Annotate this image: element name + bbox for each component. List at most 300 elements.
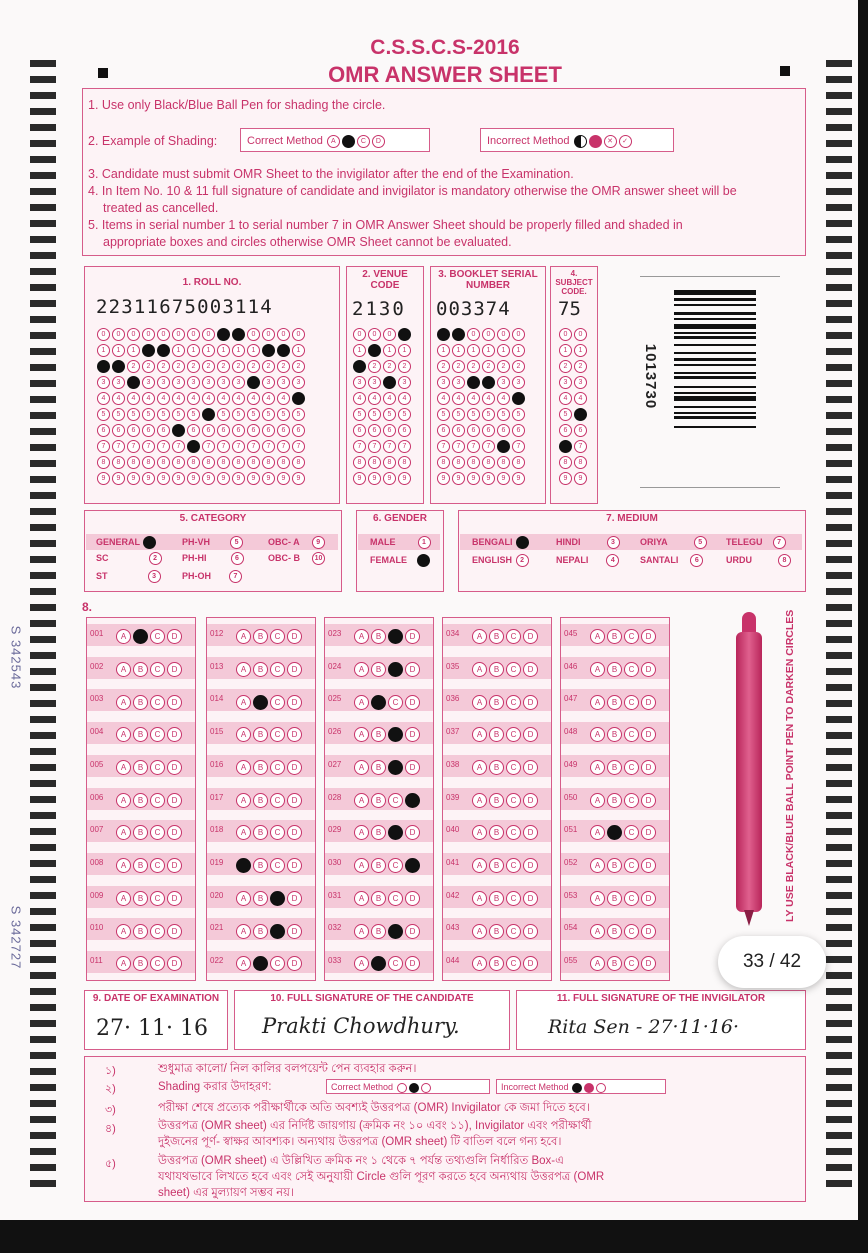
answer-bubble-d[interactable]: D xyxy=(287,825,302,840)
answer-bubble-d[interactable]: D xyxy=(405,891,420,906)
answer-bubble-d[interactable]: D xyxy=(167,793,182,808)
digit-bubble[interactable]: 1 xyxy=(202,344,215,357)
digit-bubble[interactable]: 0 xyxy=(97,328,110,341)
digit-bubble[interactable]: 7 xyxy=(262,440,275,453)
digit-bubble[interactable]: 0 xyxy=(277,328,290,341)
digit-bubble[interactable]: 1 xyxy=(292,344,305,357)
answer-bubble-d[interactable]: D xyxy=(405,956,420,971)
digit-bubble[interactable]: 9 xyxy=(142,472,155,485)
answer-bubble-d[interactable]: D xyxy=(523,727,538,742)
answer-bubble-c[interactable] xyxy=(388,662,403,677)
answer-bubble-a[interactable]: A xyxy=(116,727,131,742)
digit-bubble[interactable]: 6 xyxy=(232,424,245,437)
digit-bubble[interactable]: 4 xyxy=(277,392,290,405)
answer-bubble-a[interactable]: A xyxy=(354,727,369,742)
digit-bubble[interactable]: 6 xyxy=(383,424,396,437)
digit-bubble[interactable]: 2 xyxy=(157,360,170,373)
digit-bubble[interactable]: 0 xyxy=(368,328,381,341)
digit-bubble[interactable] xyxy=(277,344,290,357)
digit-bubble[interactable]: 6 xyxy=(437,424,450,437)
digit-bubble[interactable]: 8 xyxy=(559,456,572,469)
answer-bubble-b[interactable]: B xyxy=(371,825,386,840)
answer-bubble-d[interactable]: D xyxy=(287,858,302,873)
answer-bubble-c[interactable]: C xyxy=(506,825,521,840)
digit-bubble[interactable]: 2 xyxy=(368,360,381,373)
digit-bubble[interactable]: 6 xyxy=(559,424,572,437)
answer-bubble-a[interactable]: A xyxy=(236,760,251,775)
answer-bubble-c[interactable]: C xyxy=(388,858,403,873)
digit-bubble[interactable]: 1 xyxy=(97,344,110,357)
digit-bubble[interactable]: 0 xyxy=(202,328,215,341)
digit-bubble[interactable]: 4 xyxy=(202,392,215,405)
answer-bubble-d[interactable]: D xyxy=(641,891,656,906)
digit-bubble[interactable]: 9 xyxy=(232,472,245,485)
answer-bubble-d[interactable]: D xyxy=(641,825,656,840)
digit-bubble[interactable]: 5 xyxy=(187,408,200,421)
digit-bubble[interactable]: 2 xyxy=(247,360,260,373)
digit-bubble[interactable]: 0 xyxy=(467,328,480,341)
digit-bubble[interactable]: 4 xyxy=(112,392,125,405)
answer-bubble-d[interactable] xyxy=(405,858,420,873)
digit-bubble[interactable]: 6 xyxy=(202,424,215,437)
digit-bubble[interactable]: 6 xyxy=(97,424,110,437)
answer-bubble-d[interactable]: D xyxy=(641,727,656,742)
answer-bubble-b[interactable]: B xyxy=(133,825,148,840)
digit-bubble[interactable]: 3 xyxy=(437,376,450,389)
answer-bubble-d[interactable]: D xyxy=(167,924,182,939)
digit-bubble[interactable]: 7 xyxy=(574,440,587,453)
answer-bubble-c[interactable]: C xyxy=(624,924,639,939)
digit-bubble[interactable]: 3 xyxy=(157,376,170,389)
digit-bubble[interactable]: 4 xyxy=(97,392,110,405)
digit-bubble[interactable]: 2 xyxy=(127,360,140,373)
digit-bubble[interactable]: 7 xyxy=(398,440,411,453)
digit-bubble[interactable]: 3 xyxy=(559,376,572,389)
digit-bubble[interactable]: 5 xyxy=(157,408,170,421)
answer-bubble-c[interactable]: C xyxy=(624,662,639,677)
answer-bubble-a[interactable]: A xyxy=(472,793,487,808)
digit-bubble[interactable]: 1 xyxy=(452,344,465,357)
answer-bubble-a[interactable]: A xyxy=(116,760,131,775)
digit-bubble[interactable]: 4 xyxy=(482,392,495,405)
digit-bubble[interactable]: 4 xyxy=(247,392,260,405)
digit-bubble[interactable]: 1 xyxy=(127,344,140,357)
digit-bubble[interactable]: 8 xyxy=(112,456,125,469)
answer-bubble-c[interactable]: C xyxy=(624,629,639,644)
digit-bubble[interactable]: 6 xyxy=(127,424,140,437)
digit-bubble[interactable] xyxy=(383,376,396,389)
digit-bubble[interactable]: 5 xyxy=(437,408,450,421)
digit-bubble[interactable]: 6 xyxy=(262,424,275,437)
digit-bubble[interactable]: 4 xyxy=(452,392,465,405)
answer-bubble-a[interactable]: A xyxy=(590,956,605,971)
digit-bubble[interactable] xyxy=(292,392,305,405)
digit-bubble[interactable]: 8 xyxy=(574,456,587,469)
answer-bubble-a[interactable]: A xyxy=(472,858,487,873)
answer-bubble-a[interactable]: A xyxy=(354,956,369,971)
answer-bubble-b[interactable]: B xyxy=(253,662,268,677)
digit-bubble[interactable]: 6 xyxy=(482,424,495,437)
answer-bubble-a[interactable]: A xyxy=(236,793,251,808)
digit-bubble[interactable]: 5 xyxy=(353,408,366,421)
answer-bubble-d[interactable]: D xyxy=(287,695,302,710)
answer-bubble-b[interactable]: B xyxy=(133,727,148,742)
digit-bubble[interactable]: 3 xyxy=(512,376,525,389)
digit-bubble[interactable]: 7 xyxy=(512,440,525,453)
answer-bubble-c[interactable]: C xyxy=(624,793,639,808)
answer-bubble-d[interactable]: D xyxy=(523,956,538,971)
digit-bubble[interactable]: 7 xyxy=(172,440,185,453)
answer-bubble-b[interactable]: B xyxy=(253,727,268,742)
answer-bubble-a[interactable]: A xyxy=(590,629,605,644)
digit-bubble[interactable]: 8 xyxy=(437,456,450,469)
answer-bubble-a[interactable]: A xyxy=(116,662,131,677)
answer-bubble-d[interactable]: D xyxy=(641,662,656,677)
answer-bubble-a[interactable]: A xyxy=(590,858,605,873)
digit-bubble[interactable]: 7 xyxy=(452,440,465,453)
answer-bubble-d[interactable]: D xyxy=(287,956,302,971)
digit-bubble[interactable]: 6 xyxy=(574,424,587,437)
digit-bubble[interactable]: 7 xyxy=(437,440,450,453)
digit-bubble[interactable]: 1 xyxy=(437,344,450,357)
answer-bubble-c[interactable]: C xyxy=(270,760,285,775)
answer-bubble-a[interactable]: A xyxy=(354,793,369,808)
answer-bubble-c[interactable]: C xyxy=(270,662,285,677)
digit-bubble[interactable] xyxy=(452,328,465,341)
digit-bubble[interactable]: 4 xyxy=(187,392,200,405)
answer-bubble-c[interactable]: C xyxy=(270,629,285,644)
answer-bubble-a[interactable]: A xyxy=(590,760,605,775)
answer-bubble-c[interactable]: C xyxy=(270,695,285,710)
digit-bubble[interactable]: 5 xyxy=(292,408,305,421)
answer-bubble-b[interactable]: B xyxy=(133,858,148,873)
answer-bubble-a[interactable]: A xyxy=(590,695,605,710)
digit-bubble[interactable]: 8 xyxy=(247,456,260,469)
digit-bubble[interactable]: 3 xyxy=(142,376,155,389)
answer-bubble-b[interactable]: B xyxy=(133,695,148,710)
digit-bubble[interactable]: 8 xyxy=(232,456,245,469)
digit-bubble[interactable]: 6 xyxy=(452,424,465,437)
answer-bubble-d[interactable]: D xyxy=(287,727,302,742)
digit-bubble[interactable]: 6 xyxy=(157,424,170,437)
answer-bubble-b[interactable] xyxy=(253,695,268,710)
answer-bubble-b[interactable]: B xyxy=(371,924,386,939)
digit-bubble[interactable]: 5 xyxy=(383,408,396,421)
digit-bubble[interactable]: 6 xyxy=(112,424,125,437)
answer-bubble-a[interactable]: A xyxy=(116,825,131,840)
digit-bubble[interactable]: 9 xyxy=(482,472,495,485)
answer-bubble-a[interactable]: A xyxy=(590,793,605,808)
digit-bubble[interactable]: 0 xyxy=(127,328,140,341)
answer-bubble-b[interactable]: B xyxy=(253,891,268,906)
answer-bubble-a[interactable]: A xyxy=(116,891,131,906)
answer-bubble-c[interactable]: C xyxy=(150,891,165,906)
answer-bubble-c[interactable]: C xyxy=(506,858,521,873)
digit-bubble[interactable]: 8 xyxy=(467,456,480,469)
digit-bubble[interactable]: 5 xyxy=(398,408,411,421)
digit-bubble[interactable]: 1 xyxy=(398,344,411,357)
answer-bubble-b[interactable]: B xyxy=(371,793,386,808)
answer-bubble-c[interactable]: C xyxy=(624,760,639,775)
digit-bubble[interactable]: 5 xyxy=(142,408,155,421)
digit-bubble[interactable]: 9 xyxy=(247,472,260,485)
answer-bubble-d[interactable]: D xyxy=(641,629,656,644)
digit-bubble[interactable]: 5 xyxy=(512,408,525,421)
digit-bubble[interactable]: 7 xyxy=(97,440,110,453)
answer-bubble-b[interactable]: B xyxy=(489,695,504,710)
digit-bubble[interactable] xyxy=(157,344,170,357)
answer-bubble-c[interactable]: C xyxy=(624,695,639,710)
answer-bubble-c[interactable]: C xyxy=(506,891,521,906)
answer-bubble-a[interactable]: A xyxy=(590,727,605,742)
digit-bubble[interactable] xyxy=(368,344,381,357)
answer-bubble-b[interactable]: B xyxy=(253,793,268,808)
answer-bubble-d[interactable]: D xyxy=(523,629,538,644)
digit-bubble[interactable]: 4 xyxy=(172,392,185,405)
answer-bubble-b[interactable]: B xyxy=(607,924,622,939)
digit-bubble[interactable]: 1 xyxy=(172,344,185,357)
answer-bubble-a[interactable]: A xyxy=(354,760,369,775)
digit-bubble[interactable]: 2 xyxy=(559,360,572,373)
answer-bubble-d[interactable]: D xyxy=(287,924,302,939)
digit-bubble[interactable]: 3 xyxy=(292,376,305,389)
digit-bubble[interactable]: 7 xyxy=(292,440,305,453)
digit-bubble[interactable]: 9 xyxy=(559,472,572,485)
answer-bubble-a[interactable]: A xyxy=(236,825,251,840)
digit-bubble[interactable]: 7 xyxy=(467,440,480,453)
answer-bubble-d[interactable]: D xyxy=(167,956,182,971)
answer-bubble-c[interactable]: C xyxy=(388,793,403,808)
answer-bubble-c[interactable] xyxy=(388,760,403,775)
answer-bubble-d[interactable]: D xyxy=(641,924,656,939)
digit-bubble[interactable]: 9 xyxy=(157,472,170,485)
digit-bubble[interactable]: 7 xyxy=(157,440,170,453)
digit-bubble[interactable]: 2 xyxy=(262,360,275,373)
answer-bubble-c[interactable]: C xyxy=(150,629,165,644)
digit-bubble[interactable]: 1 xyxy=(497,344,510,357)
answer-bubble-b[interactable]: B xyxy=(253,924,268,939)
digit-bubble[interactable]: 8 xyxy=(497,456,510,469)
answer-bubble-a[interactable]: A xyxy=(116,629,131,644)
answer-bubble-c[interactable]: C xyxy=(624,825,639,840)
answer-bubble-b[interactable]: B xyxy=(253,825,268,840)
digit-bubble[interactable]: 9 xyxy=(97,472,110,485)
digit-bubble[interactable] xyxy=(467,376,480,389)
digit-bubble[interactable]: 2 xyxy=(142,360,155,373)
answer-bubble-b[interactable] xyxy=(253,956,268,971)
digit-bubble[interactable]: 6 xyxy=(467,424,480,437)
answer-bubble-d[interactable]: D xyxy=(287,629,302,644)
digit-bubble[interactable]: 8 xyxy=(142,456,155,469)
digit-bubble[interactable]: 9 xyxy=(217,472,230,485)
digit-bubble[interactable]: 0 xyxy=(353,328,366,341)
answer-bubble-d[interactable]: D xyxy=(523,793,538,808)
answer-bubble-d[interactable] xyxy=(405,793,420,808)
digit-bubble[interactable]: 9 xyxy=(187,472,200,485)
answer-bubble-d[interactable]: D xyxy=(287,760,302,775)
digit-bubble[interactable]: 9 xyxy=(202,472,215,485)
digit-bubble[interactable] xyxy=(202,408,215,421)
answer-bubble-c[interactable]: C xyxy=(150,695,165,710)
digit-bubble[interactable]: 4 xyxy=(383,392,396,405)
answer-bubble-d[interactable]: D xyxy=(523,825,538,840)
digit-bubble[interactable]: 4 xyxy=(353,392,366,405)
digit-bubble[interactable]: 9 xyxy=(574,472,587,485)
answer-bubble-c[interactable] xyxy=(270,924,285,939)
answer-bubble-b[interactable]: B xyxy=(371,760,386,775)
digit-bubble[interactable]: 8 xyxy=(262,456,275,469)
answer-bubble-b[interactable]: B xyxy=(489,793,504,808)
digit-bubble[interactable]: 1 xyxy=(232,344,245,357)
answer-bubble-c[interactable]: C xyxy=(150,924,165,939)
digit-bubble[interactable]: 3 xyxy=(277,376,290,389)
answer-bubble-a[interactable]: A xyxy=(354,825,369,840)
answer-bubble-a[interactable]: A xyxy=(590,662,605,677)
answer-bubble-c[interactable]: C xyxy=(506,924,521,939)
answer-bubble-c[interactable] xyxy=(388,924,403,939)
digit-bubble[interactable]: 4 xyxy=(157,392,170,405)
digit-bubble[interactable]: 0 xyxy=(157,328,170,341)
answer-bubble-a[interactable]: A xyxy=(236,891,251,906)
digit-bubble[interactable]: 2 xyxy=(383,360,396,373)
digit-bubble[interactable]: 2 xyxy=(217,360,230,373)
digit-bubble[interactable]: 6 xyxy=(398,424,411,437)
answer-bubble-b[interactable]: B xyxy=(133,662,148,677)
answer-bubble-b[interactable]: B xyxy=(133,793,148,808)
answer-bubble-d[interactable]: D xyxy=(641,858,656,873)
digit-bubble[interactable]: 3 xyxy=(262,376,275,389)
answer-bubble-d[interactable]: D xyxy=(641,760,656,775)
digit-bubble[interactable]: 6 xyxy=(217,424,230,437)
answer-bubble-a[interactable]: A xyxy=(472,924,487,939)
digit-bubble[interactable]: 4 xyxy=(574,392,587,405)
digit-bubble[interactable]: 4 xyxy=(467,392,480,405)
answer-bubble-b[interactable]: B xyxy=(607,727,622,742)
digit-bubble[interactable] xyxy=(247,376,260,389)
digit-bubble[interactable]: 0 xyxy=(482,328,495,341)
answer-bubble-a[interactable]: A xyxy=(116,858,131,873)
answer-bubble-c[interactable]: C xyxy=(270,727,285,742)
digit-bubble[interactable]: 5 xyxy=(277,408,290,421)
digit-bubble[interactable]: 9 xyxy=(262,472,275,485)
digit-bubble[interactable]: 0 xyxy=(497,328,510,341)
digit-bubble[interactable]: 3 xyxy=(187,376,200,389)
answer-bubble-a[interactable]: A xyxy=(472,956,487,971)
digit-bubble[interactable]: 2 xyxy=(398,360,411,373)
answer-bubble-d[interactable]: D xyxy=(405,662,420,677)
answer-bubble-c[interactable]: C xyxy=(270,793,285,808)
answer-bubble-b[interactable]: B xyxy=(489,629,504,644)
answer-bubble-d[interactable]: D xyxy=(523,858,538,873)
digit-bubble[interactable]: 1 xyxy=(467,344,480,357)
digit-bubble[interactable]: 5 xyxy=(482,408,495,421)
digit-bubble[interactable]: 1 xyxy=(217,344,230,357)
answer-bubble-d[interactable]: D xyxy=(523,662,538,677)
answer-bubble-b[interactable]: B xyxy=(253,858,268,873)
digit-bubble[interactable]: 3 xyxy=(574,376,587,389)
digit-bubble[interactable] xyxy=(142,344,155,357)
answer-bubble-b[interactable] xyxy=(371,956,386,971)
answer-bubble-c[interactable]: C xyxy=(388,891,403,906)
answer-bubble-d[interactable]: D xyxy=(167,825,182,840)
digit-bubble[interactable]: 5 xyxy=(232,408,245,421)
digit-bubble[interactable]: 5 xyxy=(97,408,110,421)
answer-bubble-d[interactable]: D xyxy=(167,629,182,644)
answer-bubble-d[interactable]: D xyxy=(405,825,420,840)
digit-bubble[interactable]: 5 xyxy=(467,408,480,421)
digit-bubble[interactable]: 4 xyxy=(497,392,510,405)
answer-bubble-d[interactable]: D xyxy=(167,891,182,906)
digit-bubble[interactable]: 2 xyxy=(232,360,245,373)
digit-bubble[interactable] xyxy=(127,376,140,389)
digit-bubble[interactable]: 9 xyxy=(512,472,525,485)
digit-bubble[interactable]: 1 xyxy=(247,344,260,357)
answer-bubble-a[interactable]: A xyxy=(354,662,369,677)
digit-bubble[interactable]: 8 xyxy=(157,456,170,469)
digit-bubble[interactable]: 6 xyxy=(277,424,290,437)
digit-bubble[interactable]: 2 xyxy=(467,360,480,373)
answer-bubble-d[interactable]: D xyxy=(405,760,420,775)
answer-bubble-b[interactable]: B xyxy=(607,695,622,710)
digit-bubble[interactable]: 1 xyxy=(512,344,525,357)
answer-bubble-c[interactable]: C xyxy=(506,662,521,677)
answer-bubble-a[interactable]: A xyxy=(354,695,369,710)
digit-bubble[interactable]: 2 xyxy=(452,360,465,373)
answer-bubble-c[interactable] xyxy=(388,825,403,840)
digit-bubble[interactable]: 0 xyxy=(559,328,572,341)
digit-bubble[interactable]: 5 xyxy=(127,408,140,421)
digit-bubble[interactable]: 5 xyxy=(217,408,230,421)
digit-bubble[interactable]: 2 xyxy=(482,360,495,373)
digit-bubble[interactable]: 1 xyxy=(383,344,396,357)
answer-bubble-a[interactable]: A xyxy=(236,727,251,742)
answer-bubble-c[interactable]: C xyxy=(270,956,285,971)
answer-bubble-d[interactable]: D xyxy=(167,727,182,742)
digit-bubble[interactable]: 9 xyxy=(437,472,450,485)
answer-bubble-a[interactable]: A xyxy=(472,695,487,710)
answer-bubble-b[interactable]: B xyxy=(133,924,148,939)
answer-bubble-a[interactable]: A xyxy=(590,891,605,906)
digit-bubble[interactable]: 9 xyxy=(368,472,381,485)
digit-bubble[interactable]: 9 xyxy=(112,472,125,485)
answer-bubble-a[interactable]: A xyxy=(472,662,487,677)
digit-bubble[interactable] xyxy=(482,376,495,389)
digit-bubble[interactable] xyxy=(217,328,230,341)
digit-bubble[interactable]: 3 xyxy=(97,376,110,389)
digit-bubble[interactable] xyxy=(353,360,366,373)
answer-bubble-d[interactable]: D xyxy=(167,858,182,873)
digit-bubble[interactable]: 9 xyxy=(383,472,396,485)
digit-bubble[interactable]: 2 xyxy=(172,360,185,373)
digit-bubble[interactable]: 7 xyxy=(383,440,396,453)
answer-bubble-b[interactable]: B xyxy=(489,825,504,840)
digit-bubble[interactable]: 2 xyxy=(574,360,587,373)
answer-bubble-c[interactable]: C xyxy=(506,793,521,808)
digit-bubble[interactable]: 1 xyxy=(559,344,572,357)
answer-bubble-b[interactable]: B xyxy=(607,891,622,906)
digit-bubble[interactable]: 0 xyxy=(112,328,125,341)
digit-bubble[interactable]: 0 xyxy=(142,328,155,341)
answer-bubble-c[interactable]: C xyxy=(150,858,165,873)
answer-bubble-c[interactable]: C xyxy=(150,760,165,775)
digit-bubble[interactable]: 7 xyxy=(127,440,140,453)
digit-bubble[interactable]: 8 xyxy=(452,456,465,469)
digit-bubble[interactable]: 1 xyxy=(353,344,366,357)
digit-bubble[interactable]: 9 xyxy=(353,472,366,485)
digit-bubble[interactable]: 2 xyxy=(187,360,200,373)
answer-bubble-b[interactable]: B xyxy=(607,956,622,971)
digit-bubble[interactable]: 2 xyxy=(437,360,450,373)
